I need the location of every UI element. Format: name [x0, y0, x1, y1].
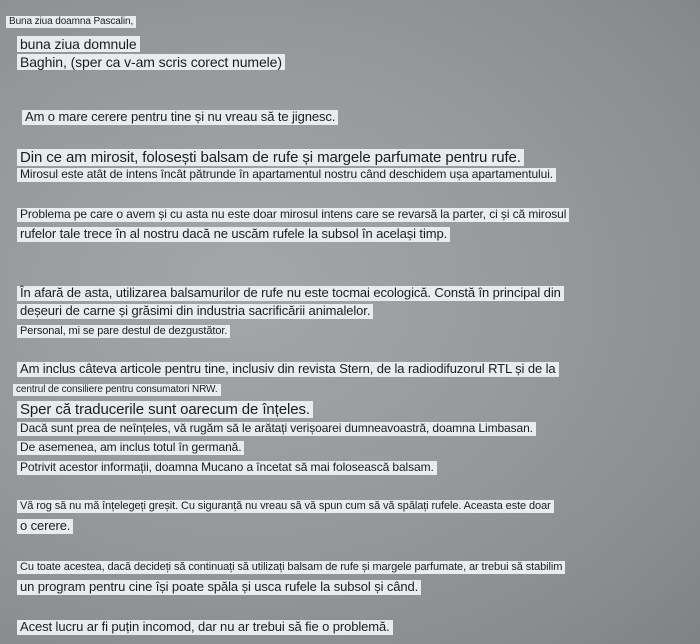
paragraph-6-line-2: o cerere.	[17, 519, 73, 534]
paragraph-5-line-6: Potrivit acestor informații, doamna Mucano a încetat să mai folosească balsam.	[17, 461, 437, 475]
paragraph-5-line-1: Am inclus câteva articole pentru tine, inclusiv din revista Stern, de la radiodifuzorul RTL și de la	[17, 362, 559, 377]
paragraph-1-line-1: Am o mare cerere pentru tine și nu vreau să te jignesc.	[22, 110, 338, 125]
greeting-line-1: Buna ziua doamna Pascalin,	[6, 16, 136, 28]
paragraph-6-line-1: Vă rog să nu mă înțelegeți greșit. Cu siguranță nu vreau să vă spun cum să vă spălați rufele. Aceasta este doar	[17, 500, 554, 513]
paragraph-3-line-2: rufelor tale trece în al nostru dacă ne uscăm rufele la subsol în același timp.	[17, 227, 450, 242]
paragraph-2-line-2: Mirosul este atât de intens încât pătrunde în apartamentul nostru când deschidem ușa apartamentului.	[17, 168, 556, 182]
paragraph-5-line-5: De asemenea, am inclus totul în germană.	[17, 441, 244, 455]
paragraph-4-line-3: Personal, mi se pare destul de dezgustător.	[17, 325, 230, 338]
paragraph-5-line-2: centrul de consiliere pentru consumatori NRW.	[13, 384, 221, 396]
paragraph-7-line-2: un program pentru cine își poate spăla și usca rufele la subsol și când.	[17, 580, 421, 595]
paragraph-5-line-3: Sper că traducerile sunt oarecum de înțeles.	[17, 401, 313, 418]
paragraph-8-line-1: Acest lucru ar fi puțin incomod, dar nu ar trebui să fie o problemă.	[17, 620, 393, 635]
paragraph-5-line-4: Dacă sunt prea de neînțeles, vă rugăm să le arătați verișoarei dumneavoastră, doamna Limbasan.	[17, 422, 536, 436]
paragraph-2-line-1: Din ce am mirosit, folosești balsam de rufe și margele parfumate pentru rufe.	[17, 149, 524, 166]
paragraph-4-line-2: deșeuri de carne și grăsimi din industria sacrificării animalelor.	[17, 304, 373, 319]
paragraph-3-line-1: Problema pe care o avem și cu asta nu este doar mirosul intens care se revarsă la parter, ci și că mirosul	[17, 208, 569, 222]
greeting-line-3: Baghin, (sper ca v-am scris corect numele)	[17, 54, 285, 70]
paragraph-7-line-1: Cu toate acestea, dacă decideți să continuați să utilizați balsam de rufe și margele parfumate, ar trebui să stabilim	[17, 561, 565, 574]
paragraph-4-line-1: În afară de asta, utilizarea balsamurilor de rufe nu este tocmai ecologică. Constă în principal din	[17, 286, 564, 301]
greeting-line-2: buna ziua domnule	[17, 36, 140, 52]
